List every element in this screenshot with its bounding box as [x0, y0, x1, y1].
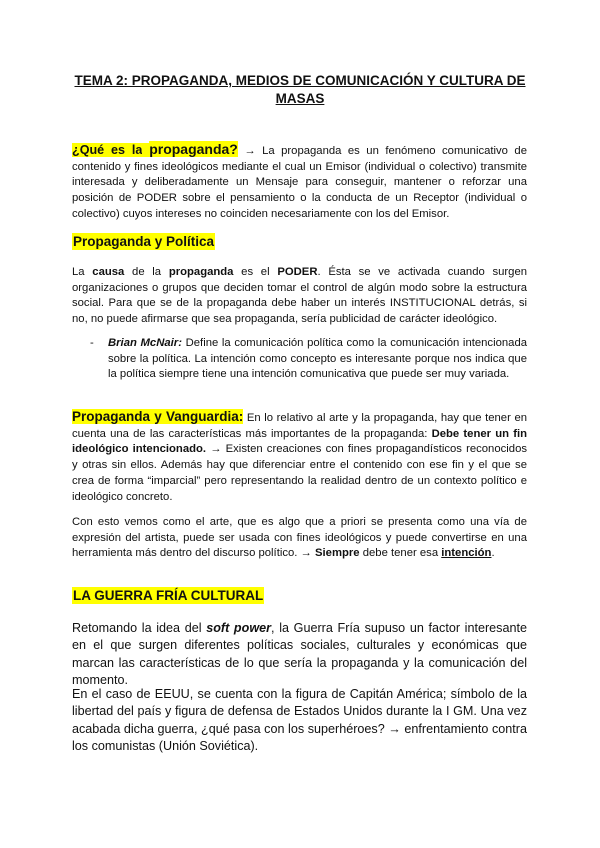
heading-guerra-fria: LA GUERRA FRÍA CULTURAL	[73, 588, 264, 603]
question-prefix: ¿Qué es la	[72, 143, 143, 157]
eeuu-paragraph: En el caso de EEUU, se cuenta con la figura de Capitán América; símbolo de la libertad del país y figura de defensa de Estados Unidos durante la I GM. Una vez acabada dicha guerra, ¿qué pasa con los superhéroes? → enfrentamiento contra los comunistas (Unión Soviética).	[72, 687, 527, 753]
vanguardia-paragraph: Propaganda y Vanguardia: En lo relativo al arte y la propaganda, hay que tener en cuenta una de las características más importantes de la propaganda: Debe tener un fin ideológico intencionado. → Existen creaciones con fines propagandísticos reconocidos y otras sin ellos. Además hay que diferenciar entre el contenido con ese fin y el que se crea de forma “imparcial” pero representando la realidad dentro de un contexto político e ideológico concreto.	[72, 409, 528, 503]
politica-paragraph: La causa de la propaganda es el PODER. Ésta se ve activada cuando surgen organizaciones o grupos que deciden tomar el control de algún modo sobre la estructura social. Para que se de la propaganda debe haber un interés INSTITUCIONAL detrás, si no, no puede afirmarse que sea propaganda, sería publicidad de carácter ideológico.	[72, 266, 528, 326]
page-title: TEMA 2: PROPAGANDA, MEDIOS DE COMUNICACIÓN Y CULTURA DE MASAS	[74, 73, 526, 106]
question-word: propaganda?	[149, 141, 238, 157]
definition-text: → La propaganda es un fenómeno comunicativo de contenido y fines ideológicos mediante el cual un Emisor (individual o colectivo) transmite interesada y deliberadamente un Mensaje para conseguir, mantener o reforzar una posición de PODER sobre el pensamiento o la conducta de un Receptor (individual o colectivo) cuyos intereses no coinciden necesariamente con los del Emisor.	[72, 145, 527, 220]
bullet-dash: -	[90, 337, 94, 349]
heading-propaganda-vanguardia: Propaganda y Vanguardia:	[72, 409, 244, 424]
bullet-mcnair: Brian McNair: Define la comunicación política como la comunicación intencionada sobre la política. La intención como concepto es interesante porque nos indica que la política siempre tiene una intención comunicativa que puede ser muy variada.	[108, 337, 528, 381]
heading-propaganda-politica: Propaganda y Política	[73, 234, 215, 249]
arte-paragraph: Con esto vemos como el arte, que es algo que a priori se presenta como una vía de expresión del artista, puede ser usada con fines ideológicos y puede convertirse en una herramienta más dentro del discurso político. → Siempre debe tener esa intención.	[72, 516, 527, 560]
soft-power-paragraph: Retomando la idea del soft power, la Guerra Fría supuso un factor interesante en el que surgen diferentes políticas sociales, culturales y económicas que marcan las características de lo que sería la propaganda y la comunicación del momento.	[72, 621, 527, 687]
definition-paragraph	[72, 142, 527, 223]
